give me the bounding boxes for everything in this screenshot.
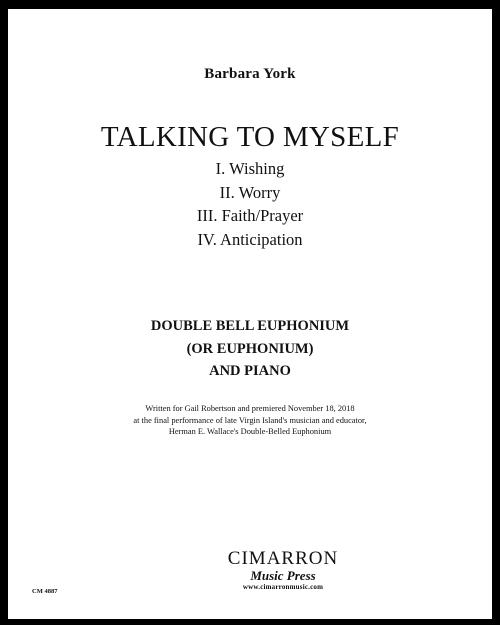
piece-title: TALKING TO MYSELF [100, 121, 400, 153]
instrumentation-line: AND PIANO [209, 363, 291, 379]
instrumentation [8, 315, 492, 383]
publisher-website: www.cimarronmusic.com [242, 583, 324, 591]
dedication-line: Herman E. Wallace's Double-Belled Euphonium [168, 427, 332, 436]
instrumentation-line: DOUBLE BELL EUPHONIUM [150, 318, 350, 334]
dedication-line: at the final performance of late Virgin Island's musician and educator, [133, 415, 367, 425]
publisher-subtitle: Music Press [250, 568, 316, 583]
publisher-name: CIMARRON [227, 548, 339, 569]
movement-item: II. Worry [219, 182, 281, 202]
dedication-note [8, 403, 492, 438]
instrumentation-line: (OR EUPHONIUM) [186, 340, 314, 357]
movement-list [8, 157, 492, 251]
catalog-number: CM 4887 [32, 588, 58, 595]
dedication-line: Written for Gail Robertson and premiered November 18, 2018 [145, 404, 355, 413]
movement-item: IV. Anticipation [197, 229, 303, 249]
score-cover-page [8, 9, 492, 619]
composer-name: Barbara York [204, 66, 296, 82]
movement-item: III. Faith/Prayer [196, 206, 304, 225]
publisher-logo [183, 548, 383, 592]
movement-item: I. Wishing [215, 159, 285, 178]
